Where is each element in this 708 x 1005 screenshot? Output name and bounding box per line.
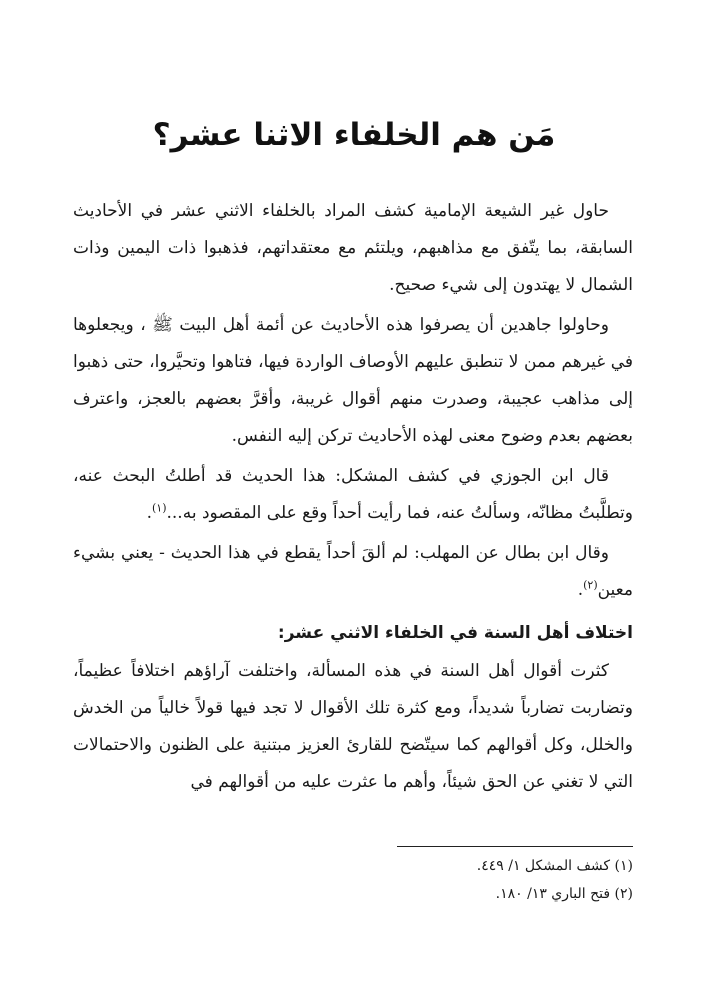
footnote-2: (٢) فتح الباري ١٣/ ١٨٠. bbox=[495, 886, 633, 902]
paragraph-sunni-views: كثرت أقوال أهل السنة في هذه المسألة، واختلفت آراؤهم اختلافاً عظيماً، وتضاربت تضارباً شديداً، ومع كثرة تلك الأقوال لا تجد فيها قولاً خالياً من الخدش والخلل، وكل أقوالهم كما سيتّضح للقارئ العزيز مبتنية على الظنون والاحتمالات التي لا تغني عن الحق شيئاً، وأهم ما عثرت عليه من أقوالهم في bbox=[73, 661, 633, 792]
footnote-marker-1: (١) bbox=[151, 501, 167, 515]
body-text bbox=[73, 193, 633, 801]
quote-end: . bbox=[146, 503, 152, 523]
paragraph-ibn-jawzi-quote bbox=[73, 458, 633, 532]
page-title: مَن هم الخلفاء الاثنا عشر؟ bbox=[152, 116, 556, 153]
footnote-divider bbox=[397, 846, 633, 847]
section-heading: اختلاف أهل السنة في الخلفاء الاثني عشر: bbox=[277, 623, 633, 643]
paragraph-attempts: وحاولوا جاهدين أن يصرفوا هذه الأحاديث عن أئمة أهل البيت ﷺ ، ويجعلوها في غيرهم ممن لا تنطبق عليهم الأوصاف الواردة فيها، فتاهوا وتحيَّروا، حتى ذهبوا إلى مذاهب عجيبة، وصدرت منهم أقوال غريبة، وأقرَّ بعضهم بالعجز، واعترف بعضهم بعدم وضوح معنى لهذه الأحاديث تركن إليه النفس. bbox=[73, 315, 633, 446]
quote-text: وقال ابن بطال عن المهلب: لم ألقَ أحداً يقطع في هذا الحديث - يعني بشيء معين bbox=[73, 543, 633, 600]
quote-end: . bbox=[577, 580, 584, 600]
paragraph-intro: حاول غير الشيعة الإمامية كشف المراد بالخلفاء الاثني عشر في الأحاديث السابقة، بما يتّفق مع مذاهبهم، ويلتئم مع معتقداتهم، فذهبوا ذات اليمين وذات الشمال لا يهتدون إلى شيء صحيح. bbox=[73, 201, 633, 295]
footnote-marker-2: (٢) bbox=[583, 578, 598, 592]
footnote-1: (١) كشف المشكل ١/ ٤٤٩. bbox=[476, 858, 633, 874]
footnotes bbox=[73, 852, 633, 908]
paragraph-ibn-battal-quote bbox=[73, 535, 633, 609]
quote-text: قال ابن الجوزي في كشف المشكل: هذا الحديث قد أطلتُ البحث عنه، وتطلَّبتُ مظانّه، وسألتُ عنه، فما رأيت أحداً وقع على المقصود به... bbox=[73, 466, 633, 523]
